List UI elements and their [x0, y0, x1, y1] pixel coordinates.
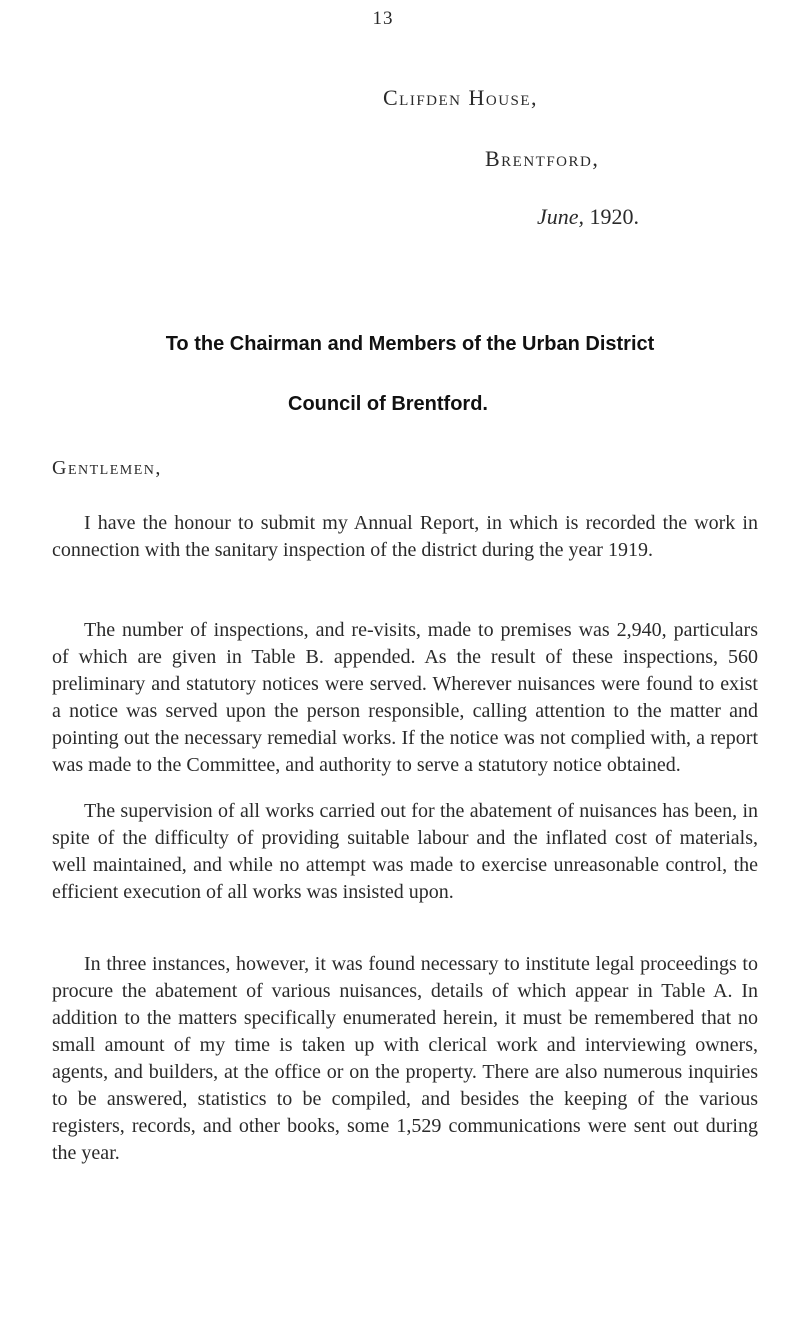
- address-line-2: Brentford,: [485, 146, 600, 171]
- paragraph: In three instances, however, it was found necessary to institute legal proceedings to procure the abatement of various nuisances, details of which appear in Table A. In addition to the matters specifically enumerated herein, it must be remembered that no small amount of my time is taken up with clerical work and interviewing owners, agents, and builders, at the office or on the property. There are also numerous inquiries to be answered, statistics to be compiled, and besides the keeping of the various registers, records, and other books, some 1,529 communications were sent out during the year.: [52, 953, 758, 1164]
- address-line-1: Clifden House,: [383, 85, 539, 110]
- addressee-heading-line-2: Council of Brentford.: [288, 393, 488, 415]
- addressee-heading-line-1: To the Chairman and Members of the Urban District: [165, 333, 655, 355]
- paragraph: The number of inspections, and re-visits, made to premises was 2,940, particulars of which are given in Table B. appended. As the result of these inspections, 560 preliminary and statutory notices were served. Wherever nuisances were found to exist a notice was served upon the person responsible, calling attention to the matter and pointing out the necessary remedial works. If the notice was not complied with, a report was made to the Committee, and authority to serve a statutory notice obtained.: [52, 619, 758, 776]
- date-year: 1920.: [584, 204, 640, 229]
- page-number: 13: [372, 8, 394, 29]
- paragraph: The supervision of all works carried out for the abatement of nuisances has been, in spite of the difficulty of providing suitable labour and the inflated cost of materials, well maintained, and while no attempt was made to exercise unreasonable control, the efficient execution of all works was insisted upon.: [52, 800, 758, 903]
- paragraph: I have the honour to submit my Annual Report, in which is recorded the work in connection with the sanitary inspection of the district during the year 1919.: [52, 512, 758, 561]
- date-line: [537, 204, 639, 230]
- salutation: Gentlemen,: [52, 457, 162, 479]
- date-month: June,: [537, 204, 585, 229]
